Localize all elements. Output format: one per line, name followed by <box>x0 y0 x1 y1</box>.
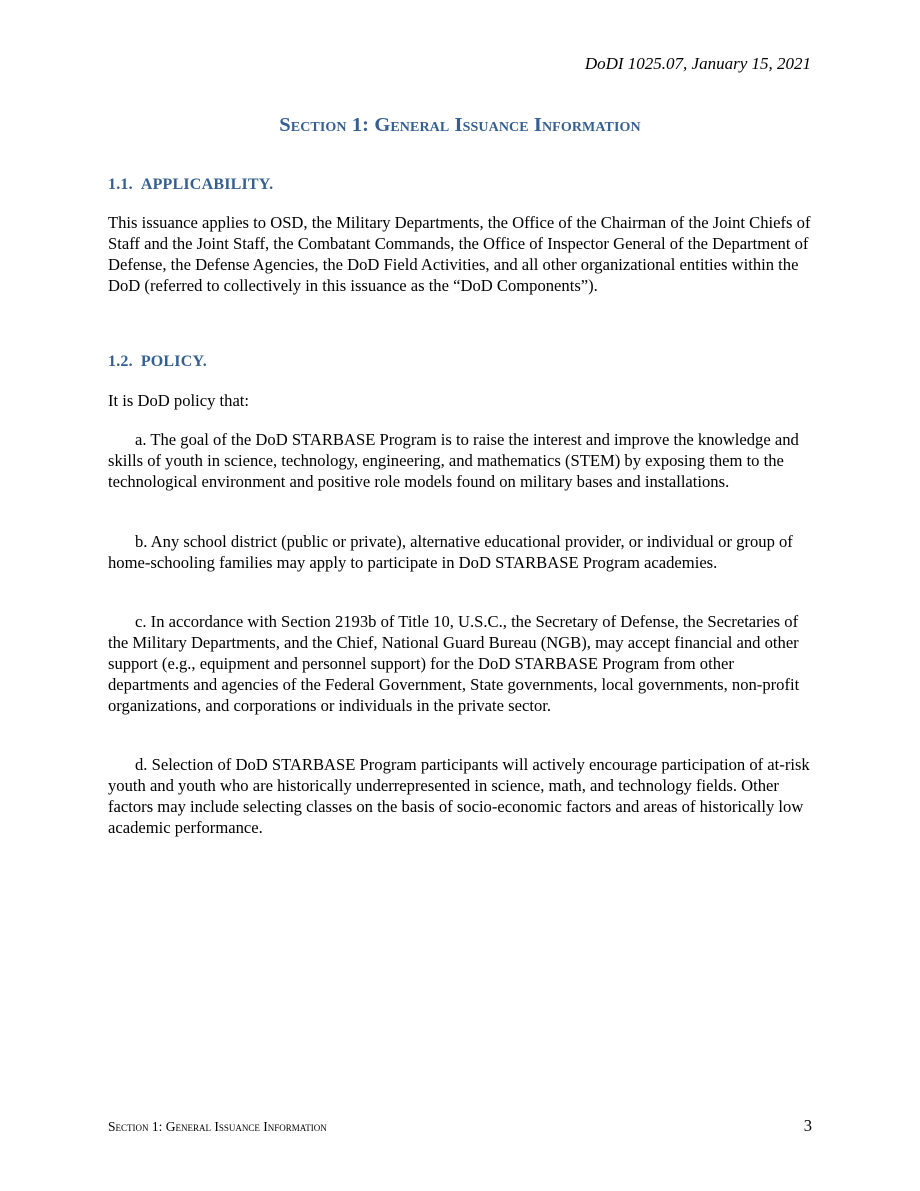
policy-heading-text: POLICY. <box>140 353 207 370</box>
applicability-paragraph: This issuance applies to OSD, the Military Departments, the Office of the Chairman of the Joint Chiefs of Staff and the Joint Staff, the Combatant Commands, the Office of Inspector General of the Department of Defense, the Defense Agencies, the DoD Field Activities, and all other organizational entities within the DoD (referred to collectively in this issuance as the “DoD Components”). <box>108 213 811 295</box>
policy-item-b: b. Any school district (public or private), alternative educational provider, or individual or group of home-schooling families may apply to participate in DoD STARBASE Program academies. <box>108 532 793 572</box>
policy-item-c: c. In accordance with Section 2193b of Title 10, U.S.C., the Secretary of Defense, the Secretaries of the Military Departments, and the Chief, National Guard Bureau (NGB), may accept financial and other support (e.g., equipment and personnel support) for the DoD STARBASE Program from other departments and agencies of the Federal Government, State governments, local governments, non-profit organizations, and corporations or individuals in the private sector. <box>108 612 800 715</box>
footer-page-number: 3 <box>803 1116 812 1135</box>
applicability-heading <box>108 175 273 195</box>
policy-item-d: d. Selection of DoD STARBASE Program participants will actively encourage participation of at-risk youth and youth who are historically underrepresented in science, math, and technology fields. Other factors may include selecting classes on the basis of socio-economic factors and areas of historically low academic performance. <box>108 755 810 837</box>
applicability-number: 1.1. <box>108 176 133 193</box>
applicability-heading-text: APPLICABILITY. <box>140 176 274 193</box>
policy-intro: It is DoD policy that: <box>108 391 250 410</box>
policy-heading <box>108 352 207 372</box>
running-header: DoDI 1025.07, January 15, 2021 <box>584 54 811 73</box>
policy-item-a: a. The goal of the DoD STARBASE Program is to raise the interest and improve the knowledge and skills of youth in science, technology, engineering, and mathematics (STEM) by exposing them to the technological environment and positive role models found on military bases and installations. <box>108 430 799 491</box>
footer-section-label: Section 1: General Issuance Information <box>108 1119 327 1134</box>
section-title: Section 1: General Issuance Information <box>279 114 641 136</box>
policy-number: 1.2. <box>108 353 133 370</box>
